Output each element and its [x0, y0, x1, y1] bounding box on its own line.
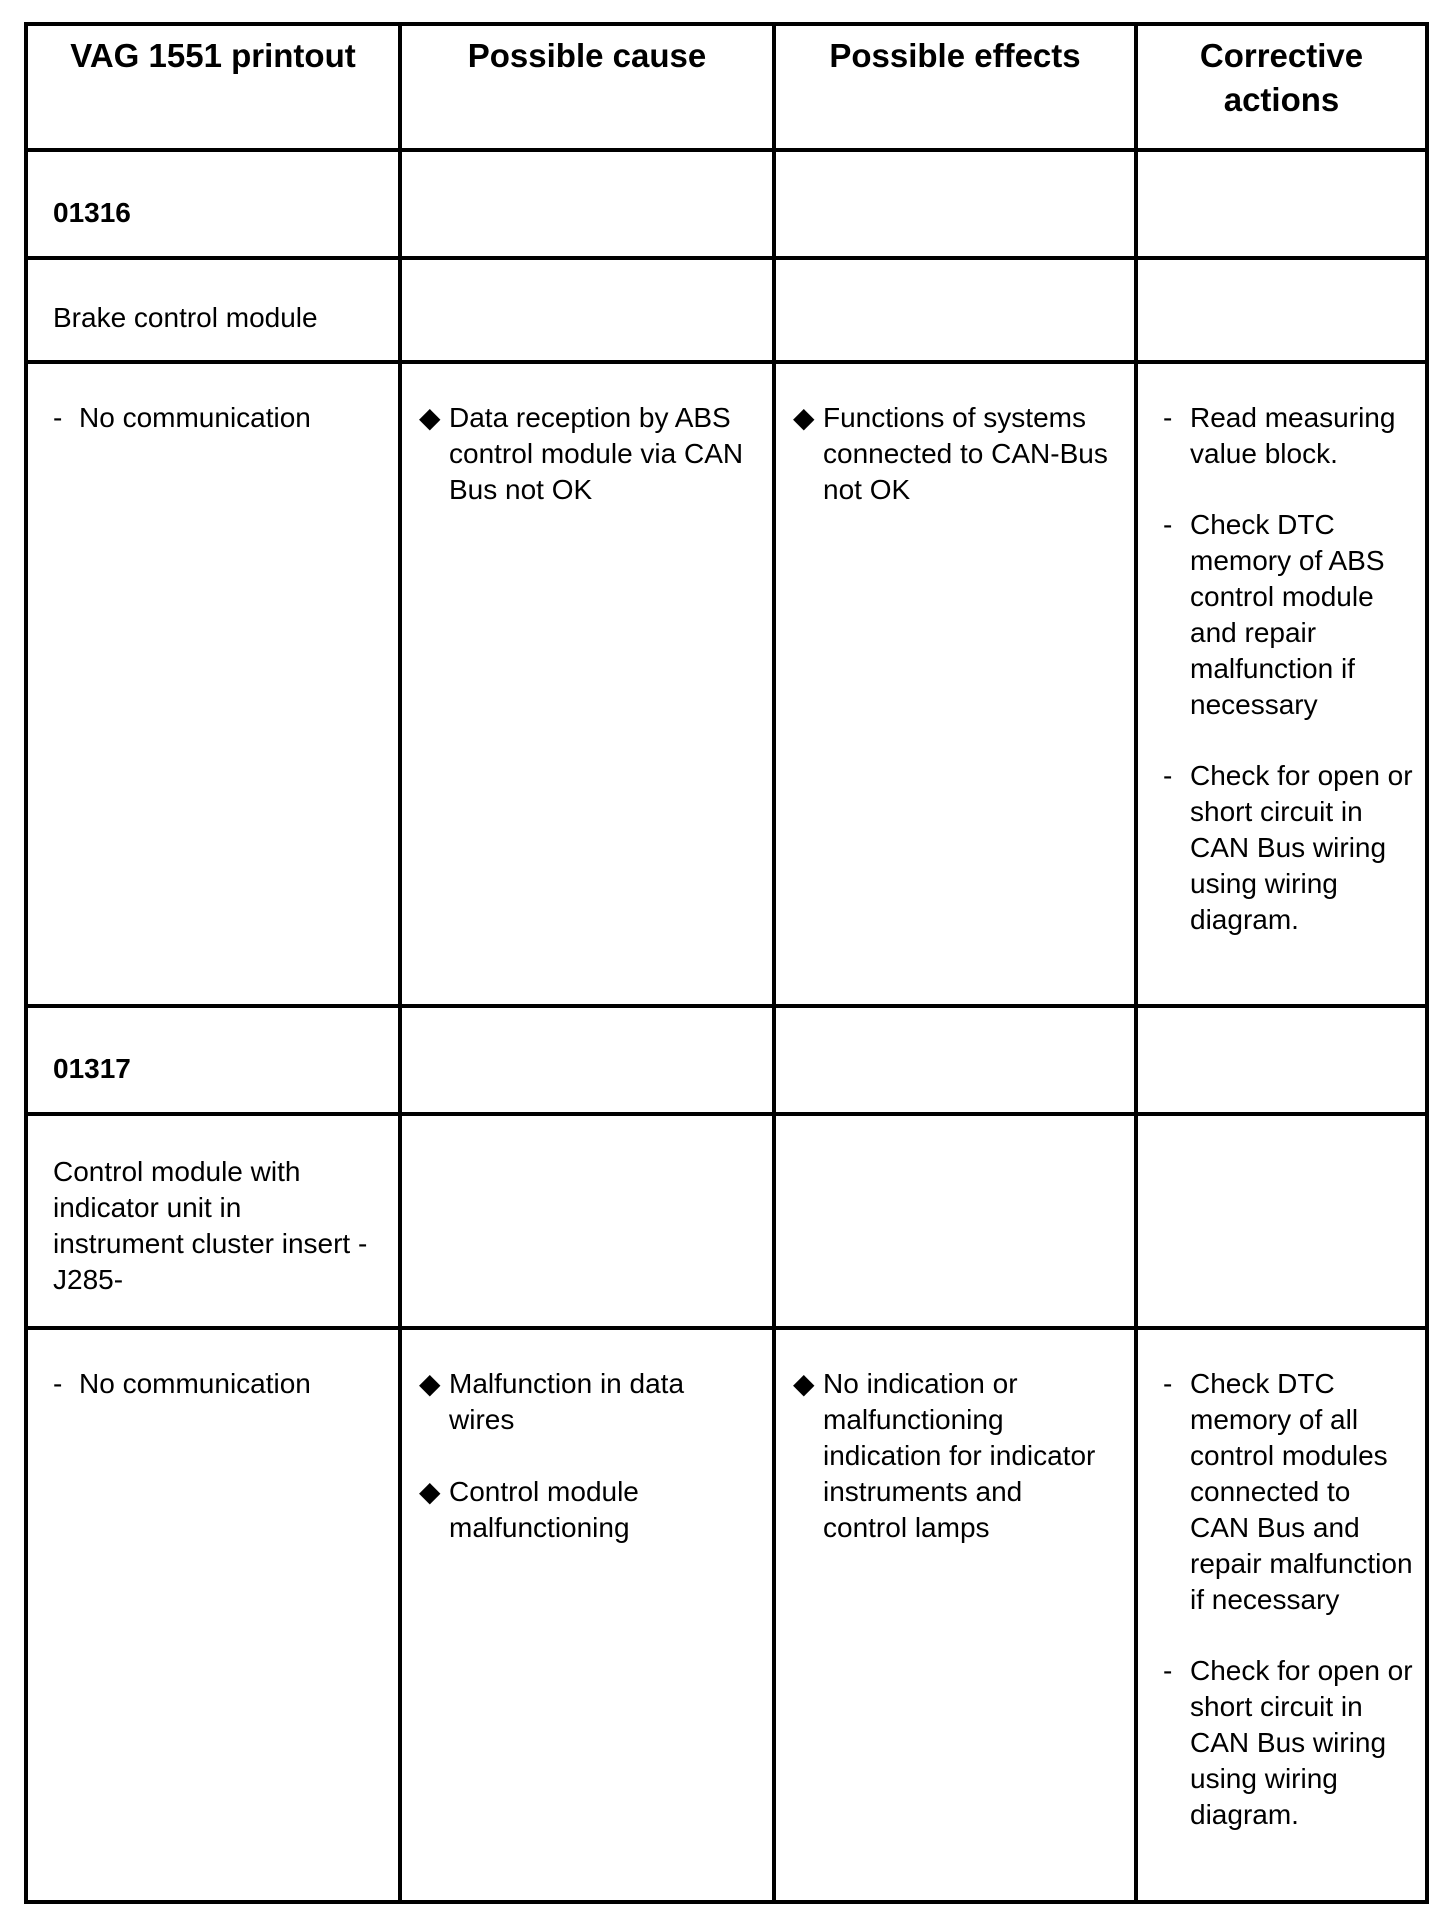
cause-item: ◆ Data reception by ABS control module via CAN Bus not OK — [402, 364, 772, 508]
diamond-bullet-icon: ◆ — [419, 1368, 441, 1399]
cause-item: ◆ Malfunction in data wires — [402, 1330, 772, 1438]
dash-symbol: - — [53, 402, 63, 433]
diamond-bullet-icon: ◆ — [419, 1476, 441, 1507]
cause-item: ◆ Control module malfunctioning — [402, 1438, 772, 1546]
action-item: - Check for open or short circuit in CAN Bus wiring using wiring diagram. — [1163, 1655, 1413, 1830]
code-row — [26, 150, 1427, 258]
component-name: Control module with indicator unit in instrument cluster insert -J285- — [53, 1156, 368, 1295]
diamond-bullet-icon: ◆ — [793, 1368, 815, 1399]
printout-text: - No communication — [28, 364, 398, 436]
dtc-code: 01317 — [53, 1053, 131, 1084]
action-item: - Check for open or short circuit in CAN Bus wiring using wiring diagram. — [1163, 760, 1413, 935]
diamond-bullet-icon: ◆ — [793, 402, 815, 433]
actions-list — [1138, 1330, 1425, 1833]
header-cause: Possible cause — [400, 24, 774, 150]
effect-item: ◆ Functions of systems connected to CAN-Bus not OK — [776, 364, 1134, 508]
actions-list — [1138, 364, 1425, 938]
detail-row — [26, 1328, 1427, 1902]
dtc-code: 01316 — [53, 197, 131, 228]
action-item: - Check DTC memory of ABS control module and repair malfunction if necessary — [1163, 509, 1385, 720]
header-row — [26, 24, 1427, 150]
detail-row — [26, 362, 1427, 1006]
header-effects: Possible effects — [774, 24, 1136, 150]
dash-symbol: - — [53, 1368, 63, 1399]
component-row — [26, 258, 1427, 362]
effect-item: ◆ No indication or malfunctioning indication for indicator instruments and control lamps — [776, 1330, 1134, 1546]
header-printout: VAG 1551 printout — [26, 24, 400, 150]
diamond-bullet-icon: ◆ — [419, 402, 441, 433]
code-row — [26, 1006, 1427, 1114]
printout-text: - No communication — [28, 1330, 398, 1402]
header-actions: Corrective actions — [1136, 24, 1427, 150]
component-name: Brake control module — [53, 302, 318, 333]
dtc-table — [24, 22, 1429, 1904]
component-row — [26, 1114, 1427, 1328]
action-item: - Read measuring value block. — [1163, 402, 1396, 469]
action-item: - Check DTC memory of all control modules connected to CAN Bus and repair malfunction if necessary — [1163, 1368, 1413, 1615]
